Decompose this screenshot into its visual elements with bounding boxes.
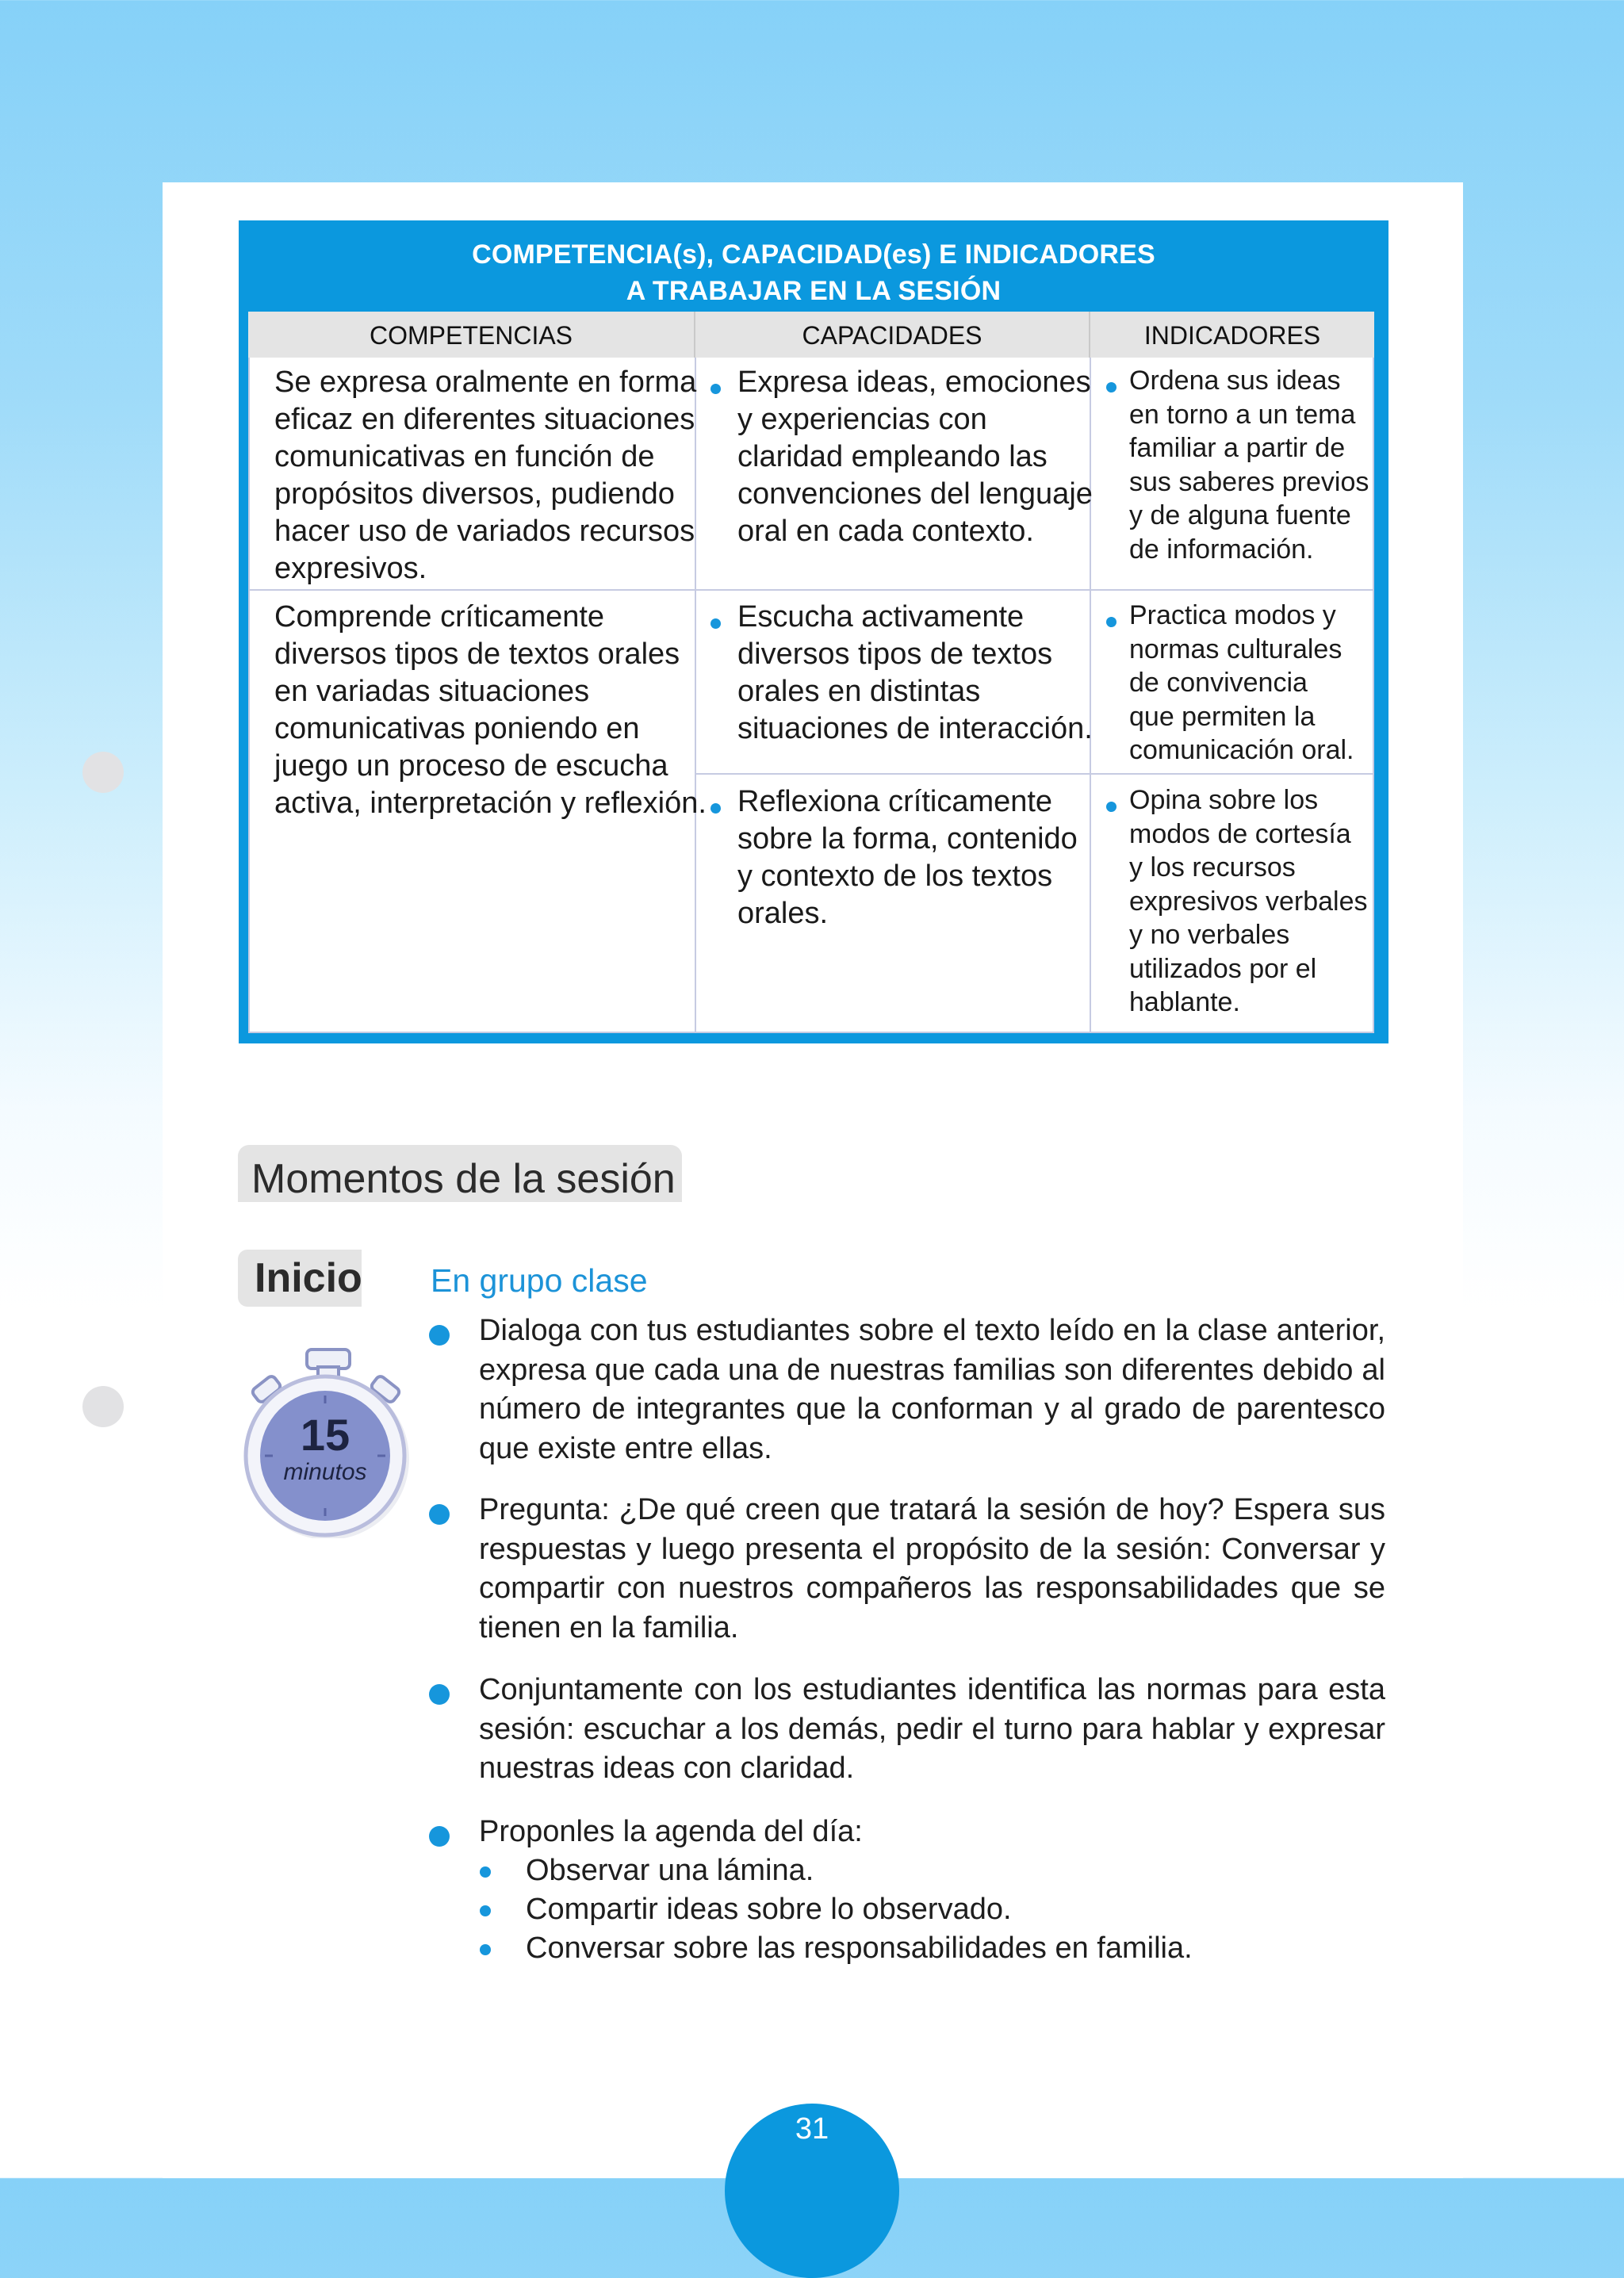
text-line: Comprende críticamente <box>274 600 605 634</box>
page-number: 31 <box>795 2112 829 2146</box>
bullet-icon <box>429 1684 450 1705</box>
text-line: de información. <box>1129 534 1314 565</box>
bullet-icon <box>429 1826 450 1847</box>
text-line: hablante. <box>1129 987 1240 1017</box>
bullet-icon <box>480 1866 491 1878</box>
indicador-cell-2 <box>1129 599 1354 768</box>
group-title: En grupo clase <box>431 1262 648 1299</box>
binder-hole <box>82 1386 124 1427</box>
indicador-cell-3 <box>1129 783 1367 1020</box>
text-line: Reflexiona críticamente <box>737 785 1053 818</box>
bullet-icon <box>480 1905 491 1916</box>
text-line: comunicativas poniendo en <box>274 712 640 745</box>
bullet-icon <box>1106 802 1116 812</box>
section-title: Momentos de la sesión <box>251 1156 676 1202</box>
capacidad-cell-2 <box>737 599 1093 748</box>
text-line: propósitos diversos, pudiendo <box>274 477 675 511</box>
paragraph-1: Dialoga con tus estudiantes sobre el texto leído en la clase anterior, expresa que cada una de nuestras familias son diferentes debido al número de integrantes que la conforman y al grado de parentesco que existe entre ellas. <box>479 1314 1385 1465</box>
table-body <box>248 312 1374 1033</box>
text-line: sobre la forma, contenido <box>737 822 1078 856</box>
text-line: activa, interpretación y reflexión. <box>274 787 707 820</box>
competencia-cell-2 <box>274 599 707 822</box>
header-capacidades: CAPACIDADES <box>695 312 1090 358</box>
text-line: utilizados por el <box>1129 953 1317 984</box>
paragraph-3: Conjuntamente con los estudiantes identifica las normas para esta sesión: escuchar a los demás, pedir el turno para hablar y expresar nuestras ideas con claridad. <box>479 1673 1385 1785</box>
text-line: diversos tipos de textos orales <box>274 637 680 671</box>
text-line: situaciones de interacción. <box>737 712 1093 745</box>
agenda-item-2: Compartir ideas sobre lo observado. <box>526 1893 1012 1926</box>
bullet-icon <box>1106 617 1116 627</box>
agenda-item-1: Observar una lámina. <box>526 1854 814 1887</box>
text-line: Escucha activamente <box>737 600 1025 634</box>
text-line: normas culturales <box>1129 634 1342 664</box>
text-line: y los recursos <box>1129 852 1296 882</box>
phase-label: Inicio <box>255 1255 362 1301</box>
text-line: y no verbales <box>1129 920 1290 950</box>
bullet-icon <box>480 1944 491 1955</box>
table-title-line-2: A TRABAJAR EN LA SESIÓN <box>626 276 1002 306</box>
text-line: Ordena sus ideas <box>1129 366 1341 396</box>
bullet-icon <box>710 803 721 814</box>
text-line: eficaz en diferentes situaciones <box>274 403 695 436</box>
row-divider-1 <box>248 589 1374 591</box>
text-line: orales. <box>737 897 829 930</box>
bullet-icon <box>429 1504 450 1525</box>
text-line: y de alguna fuente <box>1129 500 1351 530</box>
text-line: y contexto de los textos <box>737 860 1053 893</box>
bullet-icon <box>710 384 721 394</box>
header-competencias: COMPETENCIAS <box>248 312 695 358</box>
competencia-cell-1 <box>274 364 696 588</box>
bullet-icon <box>429 1325 450 1346</box>
text-line: Se expresa oralmente en forma <box>274 366 697 399</box>
text-line: de convivencia <box>1129 668 1308 698</box>
text-line: familiar a partir de <box>1129 433 1346 463</box>
stopwatch-icon <box>236 1340 418 1538</box>
text-line: expresivos verbales <box>1129 886 1368 917</box>
text-line: convenciones del lenguaje <box>737 477 1093 511</box>
text-line: oral en cada contexto. <box>737 515 1034 548</box>
paragraph-2: Pregunta: ¿De qué creen que tratará la sesión de hoy? Espera sus respuestas y luego presenta el propósito de la sesión: Conversar y compartir con nuestros compañeros las responsabilidades que se tienen en la familia. <box>479 1493 1385 1644</box>
text-line: en torno a un tema <box>1129 399 1356 430</box>
text-line: Expresa ideas, emociones <box>737 366 1091 399</box>
capacidad-cell-1 <box>737 364 1093 550</box>
text-line: Practica modos y <box>1129 600 1336 630</box>
document-page <box>163 182 1463 2178</box>
table-border-right <box>1373 358 1374 1033</box>
text-line: Opina sobre los <box>1129 785 1319 815</box>
text-line: y experiencias con <box>737 403 987 436</box>
text-line: juego un proceso de escucha <box>274 749 668 783</box>
table-title <box>239 236 1388 309</box>
text-line: comunicación oral. <box>1129 735 1354 765</box>
timer-unit: minutos <box>283 1459 367 1485</box>
text-line: claridad empleando las <box>737 440 1048 473</box>
competencies-table <box>239 220 1388 1043</box>
agenda-item-3: Conversar sobre las responsabilidades en familia. <box>526 1932 1193 1965</box>
text-line: orales en distintas <box>737 675 981 708</box>
bullet-icon <box>1106 382 1116 392</box>
text-line: hacer uso de variados recursos <box>274 515 695 548</box>
binder-hole <box>82 752 124 793</box>
text-line: diversos tipos de textos <box>737 637 1053 671</box>
header-indicadores: INDICADORES <box>1090 312 1374 358</box>
paragraph-4: Proponles la agenda del día: <box>479 1815 863 1848</box>
text-line: en variadas situaciones <box>274 675 590 708</box>
indicador-cell-1 <box>1129 364 1369 566</box>
text-line: sus saberes previos <box>1129 466 1369 497</box>
capacidad-cell-3 <box>737 783 1078 932</box>
text-line: que permiten la <box>1129 701 1316 732</box>
timer-value: 15 <box>300 1410 350 1460</box>
table-border-bottom <box>248 1032 1374 1033</box>
table-border-left <box>248 358 250 1033</box>
text-line: comunicativas en función de <box>274 440 655 473</box>
bullet-icon <box>710 618 721 629</box>
text-line: expresivos. <box>274 552 427 585</box>
text-line: modos de cortesía <box>1129 818 1351 849</box>
row-divider-2 <box>695 773 1374 775</box>
table-title-line-1: COMPETENCIA(s), CAPACIDAD(es) E INDICADORES <box>472 239 1155 270</box>
